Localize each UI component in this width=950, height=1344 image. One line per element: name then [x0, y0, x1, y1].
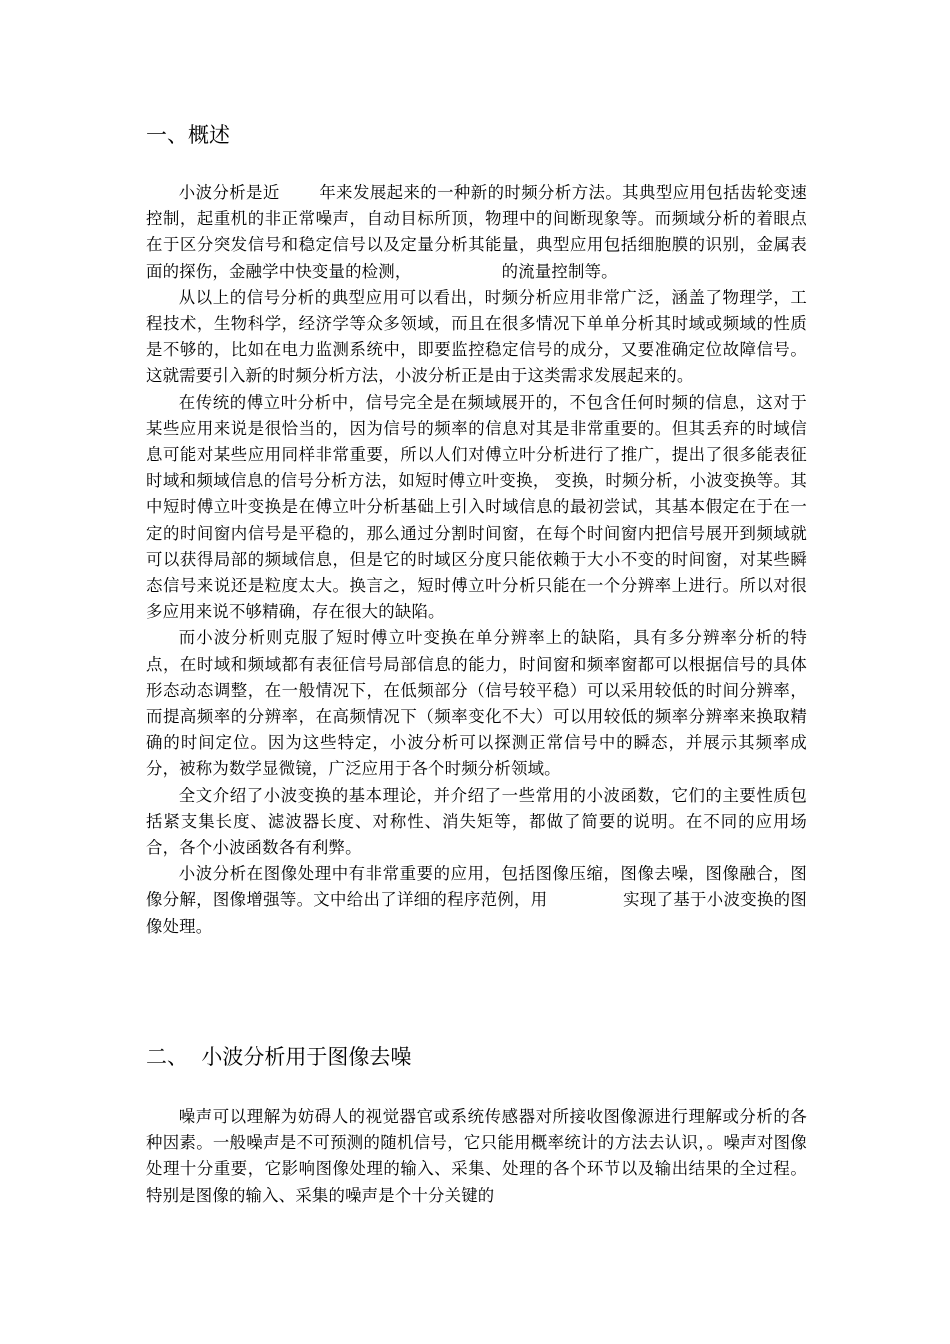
section-overview-body — [146, 180, 807, 940]
section-heading-overview: 一、概述 — [146, 123, 230, 147]
text-run: 年来发展起来的一种新的时频分析方法。其典型应用包括齿轮变速控制，起重机的非正常噪声，自动目标所顶，物理中的间断现象等。而频域分析的着眼点在于区分突发信号和稳定信号以及定量分析其能量，典型应用包括细胞膜的识别，金属表面的探伤，金融学中快变量的检测， — [146, 183, 807, 281]
text-run: 小波分析是近 — [178, 183, 280, 202]
paragraph-multiresolution: 而小波分析则克服了短时傅立叶变换在单分辨率上的缺陷，具有多分辨率分析的特点，在时域和频域都有表征信号局部信息的能力，时间窗和频率窗都可以根据信号的具体形态动态调整，在一般情况下，在低频部分（信号较平稳）可以采用较低的时间分辨率，而提高频率的分辨率，在高频情况下（频率变化不大）可以用较低的频率分辨率来换取精确的时间定位。因为这些特定，小波分析可以探测正常信号中的瞬态，并展示其频率成分，被称为数学显微镜，广泛应用于各个时频分析领域。 — [146, 628, 807, 779]
paragraph-image-processing — [146, 861, 807, 940]
paragraph-fourier — [146, 390, 807, 626]
text-run: 变换，时频分析，小波变换等。其中短时傅立叶变换是在傅立叶分析基础上引入时域信息的最初尝试，其基本假定在于在一定的时间窗内信号是平稳的，那么通过分割时间窗，在每个时间窗内把信号展开到频域就可以获得局部的频域信息，但是它的时域区分度只能依赖于大小不变的时间窗，对某些瞬态信号来说还是粒度太大。换言之，短时傅立叶分析只能在一个分辨率上进行。所以对很多应用来说不够精确，存在很大的缺陷。 — [146, 471, 807, 622]
paragraph-applications: 从以上的信号分析的典型应用可以看出，时频分析应用非常广泛，涵盖了物理学，工程技术，生物科学，经济学等众多领域，而且在很多情况下单单分析其时域或频域的性质是不够的，比如在电力监测系统中，即要监控稳定信号的成分，又要准确定位故障信号。这就需要引入新的时频分析方法，小波分析正是由于这类需求发展起来的。 — [146, 287, 807, 386]
paragraph-noise: 噪声可以理解为妨碍人的视觉器官或系统传感器对所接收图像源进行理解或分析的各种因素。一般噪声是不可预测的随机信号，它只能用概率统计的方法去认识，。噪声对图像处理十分重要，它影响图像处理的输入、采集、处理的各个环节以及输出结果的全过程。特别是图像的输入、采集的噪声是个十分关键的 — [146, 1107, 807, 1205]
section-denoising-body — [146, 1104, 807, 1209]
paragraph-wavelet-intro — [146, 180, 807, 285]
text-run: 实现了基于小波变换的图像处理。 — [146, 890, 807, 936]
text-run: 小波分析在图像处理中有非常重要的应用，包括图像压缩，图像去噪，图像融合，图像分解，图像增强等。文中给出了详细的程序范例，用 — [146, 864, 807, 910]
paragraph-summary: 全文介绍了小波变换的基本理论，并介绍了一些常用的小波函数，它们的主要性质包括紧支集长度、滤波器长度、对称性、消失矩等，都做了简要的说明。在不同的应用场合，各个小波函数各有利弊。 — [146, 785, 807, 858]
section-heading-denoising: 二、 小波分析用于图像去噪 — [146, 1045, 412, 1069]
text-run: 的流量控制等。 — [501, 261, 618, 281]
text-run: 在传统的傅立叶分析中，信号完全是在频域展开的，不包含任何时频的信息，这对于某些应用来说是很恰当的，因为信号的频率的信息对其是非常重要的。但其丢弃的时域信息可能对某些应用同样非常重要，所以人们对傅立叶分析进行了推广，提出了很多能表征时域和频域信息的信号分析方法，如短时傅立叶变换， — [146, 392, 807, 491]
